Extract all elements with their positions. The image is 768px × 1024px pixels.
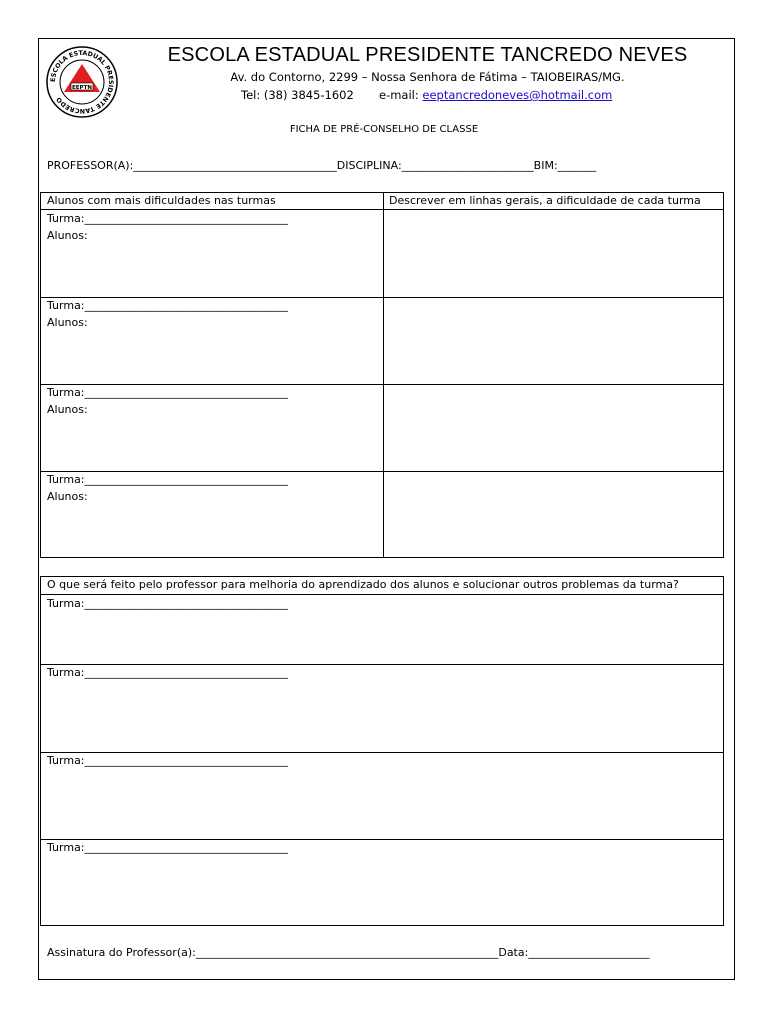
table1-row1-alunos: Alunos: (47, 229, 88, 242)
school-email (379, 88, 612, 102)
school-logo (44, 44, 120, 120)
table1-row4-alunos: Alunos: (47, 490, 88, 503)
table2-row2-turma[interactable]: Turma:_____________________________________ (47, 666, 289, 679)
logo-ring-text: ESCOLA ESTADUAL PRESIDENTE TANCREDO (49, 49, 115, 115)
table2-header: O que será feito pelo professor para melhoria do aprendizado dos alunos e solucionar outros problemas da turma? (47, 578, 679, 591)
table2-row4-turma[interactable]: Turma:_____________________________________ (47, 841, 289, 854)
table1-row3-alunos: Alunos: (47, 403, 88, 416)
difficulties-table (40, 192, 724, 558)
table1-row3-turma[interactable]: Turma:_____________________________________ (47, 386, 289, 399)
table1-row4-turma[interactable]: Turma:_____________________________________ (47, 473, 289, 486)
school-name: ESCOLA ESTADUAL PRESIDENTE TANCREDO NEVES (167, 44, 688, 66)
school-address: Av. do Contorno, 2299 – Nossa Senhora de Fátima – TAIOBEIRAS/MG. (230, 70, 625, 84)
form-title: FICHA DE PRÉ-CONSELHO DE CLASSE (289, 124, 479, 135)
table2-row3-turma[interactable]: Turma:_____________________________________ (47, 754, 289, 767)
table1-row2-alunos: Alunos: (47, 316, 88, 329)
table1-header-description: Descrever em linhas gerais, a dificuldade de cada turma (389, 194, 701, 207)
logo-inner-text: EEPTN (72, 85, 92, 91)
professor-discipline-bim-line[interactable]: PROFESSOR(A):_____________________________________DISCIPLINA:________________________BIM:_______ (47, 159, 597, 172)
improvement-table (40, 576, 724, 926)
table1-row2-turma[interactable]: Turma:_____________________________________ (47, 299, 289, 312)
table1-row1-turma[interactable]: Turma:_____________________________________ (47, 212, 289, 225)
school-phone: Tel: (38) 3845-1602 (241, 88, 354, 102)
signature-date-line[interactable]: Assinatura do Professor(a):_______________________________________________________Data:______________________ (47, 946, 650, 959)
email-label: e-mail: (379, 88, 423, 102)
table2-row1-turma[interactable]: Turma:_____________________________________ (47, 597, 289, 610)
table1-header-students: Alunos com mais dificuldades nas turmas (47, 194, 276, 207)
email-link[interactable]: eeptancredoneves@hotmail.com (422, 88, 613, 102)
